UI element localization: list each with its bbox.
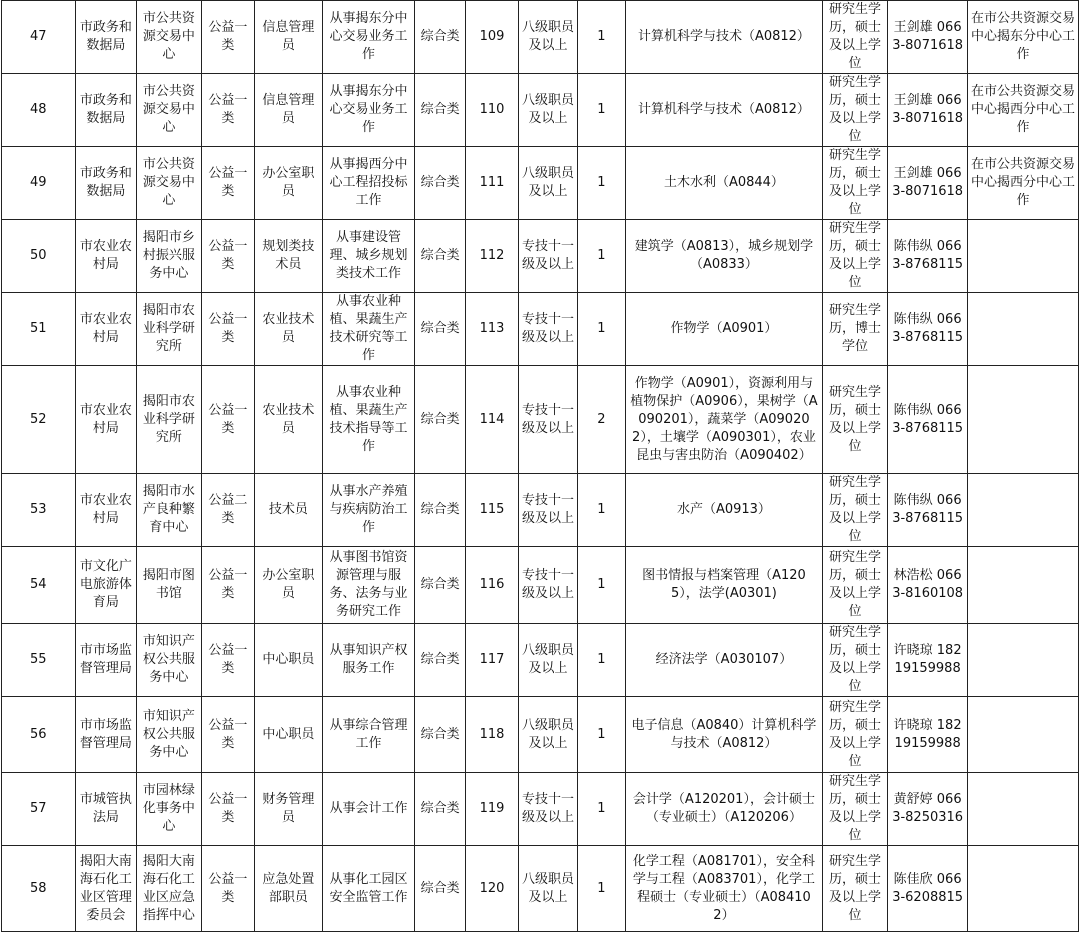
major-requirement-cell: 电子信息（A0840）计算机科学与技术（A0812）: [626, 697, 823, 773]
position-level-cell: 专技十一级及以上: [519, 293, 577, 366]
exam-category-cell: 综合类: [415, 547, 465, 624]
row-number-cell: 49: [2, 147, 76, 220]
education-requirement-cell: 研究生学历，硕士及以上学位: [822, 1, 888, 74]
education-requirement-cell: 研究生学历，硕士及以上学位: [822, 220, 888, 293]
employer-unit-cell: 揭阳大南海石化工业区应急指挥中心: [137, 846, 202, 932]
education-requirement-cell: 研究生学历，硕士及以上学位: [822, 846, 888, 932]
department-cell: 市城管执法局: [75, 773, 137, 846]
department-cell: 市政务和数据局: [75, 74, 137, 147]
exam-category-cell: 综合类: [415, 293, 465, 366]
position-code-cell: 111: [465, 147, 518, 220]
contact-info-cell: 许晓琼 18219159988: [888, 624, 968, 697]
unit-type-cell: 公益一类: [201, 366, 254, 474]
unit-type-cell: 公益一类: [201, 1, 254, 74]
remarks-cell: [967, 366, 1078, 474]
remarks-cell: [967, 220, 1078, 293]
job-duty-cell: 从事建设管理、城乡规划类技术工作: [322, 220, 415, 293]
job-duty-cell: 从事揭西分中心工程招投标工作: [322, 147, 415, 220]
exam-category-cell: 综合类: [415, 474, 465, 547]
hire-count-cell: 1: [577, 846, 625, 932]
position-level-cell: 八级职员及以上: [519, 697, 577, 773]
table-row: [2, 220, 1079, 293]
exam-category-cell: 综合类: [415, 366, 465, 474]
position-name-cell: 农业技术员: [255, 366, 323, 474]
row-number-cell: 56: [2, 697, 76, 773]
remarks-cell: [967, 773, 1078, 846]
employer-unit-cell: 市公共资源交易中心: [137, 1, 202, 74]
position-name-cell: 技术员: [255, 474, 323, 547]
position-code-cell: 110: [465, 74, 518, 147]
major-requirement-cell: 建筑学（A0813），城乡规划学（A0833）: [626, 220, 823, 293]
employer-unit-cell: 市知识产权公共服务中心: [137, 624, 202, 697]
exam-category-cell: 综合类: [415, 147, 465, 220]
contact-info-cell: 陈伟纵 0663-8768115: [888, 220, 968, 293]
major-requirement-cell: 计算机科学与技术（A0812）: [626, 74, 823, 147]
hire-count-cell: 1: [577, 147, 625, 220]
employer-unit-cell: 市公共资源交易中心: [137, 147, 202, 220]
table-row: [2, 697, 1079, 773]
department-cell: 市政务和数据局: [75, 1, 137, 74]
row-number-cell: 52: [2, 366, 76, 474]
position-name-cell: 财务管理员: [255, 773, 323, 846]
row-number-cell: 57: [2, 773, 76, 846]
contact-info-cell: 陈伟纵 0663-8768115: [888, 366, 968, 474]
exam-category-cell: 综合类: [415, 74, 465, 147]
remarks-cell: 在市公共资源交易中心揭东分中心工作: [967, 1, 1078, 74]
education-requirement-cell: 研究生学历，硕士及以上学位: [822, 474, 888, 547]
unit-type-cell: 公益一类: [201, 147, 254, 220]
hire-count-cell: 1: [577, 220, 625, 293]
unit-type-cell: 公益一类: [201, 547, 254, 624]
department-cell: 市市场监督管理局: [75, 624, 137, 697]
major-requirement-cell: 土木水利（A0844）: [626, 147, 823, 220]
position-name-cell: 中心职员: [255, 624, 323, 697]
education-requirement-cell: 研究生学历，硕士及以上学位: [822, 547, 888, 624]
job-duty-cell: 从事会计工作: [322, 773, 415, 846]
job-duty-cell: 从事知识产权服务工作: [322, 624, 415, 697]
position-level-cell: 专技十一级及以上: [519, 220, 577, 293]
education-requirement-cell: 研究生学历，硕士及以上学位: [822, 697, 888, 773]
position-name-cell: 信息管理员: [255, 1, 323, 74]
department-cell: 市市场监督管理局: [75, 697, 137, 773]
job-duty-cell: 从事水产养殖与疾病防治工作: [322, 474, 415, 547]
table-row: [2, 74, 1079, 147]
department-cell: 市农业农村局: [75, 220, 137, 293]
major-requirement-cell: 水产（A0913）: [626, 474, 823, 547]
employer-unit-cell: 揭阳市乡村振兴服务中心: [137, 220, 202, 293]
hire-count-cell: 2: [577, 366, 625, 474]
row-number-cell: 53: [2, 474, 76, 547]
education-requirement-cell: 研究生学历，硕士及以上学位: [822, 624, 888, 697]
unit-type-cell: 公益一类: [201, 220, 254, 293]
position-code-cell: 113: [465, 293, 518, 366]
table-row: [2, 474, 1079, 547]
education-requirement-cell: 研究生学历，硕士及以上学位: [822, 147, 888, 220]
unit-type-cell: 公益二类: [201, 474, 254, 547]
employer-unit-cell: 市知识产权公共服务中心: [137, 697, 202, 773]
remarks-cell: [967, 697, 1078, 773]
table-row: [2, 547, 1079, 624]
job-duty-cell: 从事揭东分中心交易业务工作: [322, 74, 415, 147]
department-cell: 揭阳大南海石化工业区管理委员会: [75, 846, 137, 932]
position-name-cell: 应急处置部职员: [255, 846, 323, 932]
row-number-cell: 55: [2, 624, 76, 697]
unit-type-cell: 公益一类: [201, 697, 254, 773]
remarks-cell: 在市公共资源交易中心揭西分中心工作: [967, 74, 1078, 147]
major-requirement-cell: 作物学（A0901），资源利用与植物保护（A0906），果树学（A090201），蔬菜学（A090202），土壤学（A090301），农业昆虫与害虫防治（A090402）: [626, 366, 823, 474]
position-name-cell: 中心职员: [255, 697, 323, 773]
position-level-cell: 八级职员及以上: [519, 74, 577, 147]
unit-type-cell: 公益一类: [201, 773, 254, 846]
major-requirement-cell: 图书情报与档案管理（A1205），法学(A0301): [626, 547, 823, 624]
position-code-cell: 118: [465, 697, 518, 773]
contact-info-cell: 王剑雄 0663-8071618: [888, 74, 968, 147]
education-requirement-cell: 研究生学历，硕士及以上学位: [822, 773, 888, 846]
table-row: [2, 624, 1079, 697]
position-level-cell: 专技十一级及以上: [519, 547, 577, 624]
major-requirement-cell: 经济法学（A030107）: [626, 624, 823, 697]
contact-info-cell: 陈伟纵 0663-8768115: [888, 474, 968, 547]
exam-category-cell: 综合类: [415, 773, 465, 846]
exam-category-cell: 综合类: [415, 846, 465, 932]
unit-type-cell: 公益一类: [201, 293, 254, 366]
unit-type-cell: 公益一类: [201, 624, 254, 697]
major-requirement-cell: 计算机科学与技术（A0812）: [626, 1, 823, 74]
education-requirement-cell: 研究生学历，博士学位: [822, 293, 888, 366]
position-code-cell: 119: [465, 773, 518, 846]
department-cell: 市农业农村局: [75, 474, 137, 547]
position-code-cell: 115: [465, 474, 518, 547]
position-level-cell: 八级职员及以上: [519, 624, 577, 697]
table-row: [2, 846, 1079, 932]
exam-category-cell: 综合类: [415, 624, 465, 697]
position-code-cell: 120: [465, 846, 518, 932]
hire-count-cell: 1: [577, 547, 625, 624]
hire-count-cell: 1: [577, 1, 625, 74]
row-number-cell: 51: [2, 293, 76, 366]
contact-info-cell: 陈伟纵 0663-8768115: [888, 293, 968, 366]
job-duty-cell: 从事综合管理工作: [322, 697, 415, 773]
unit-type-cell: 公益一类: [201, 74, 254, 147]
position-code-cell: 114: [465, 366, 518, 474]
job-duty-cell: 从事图书馆资源管理与服务、法务与业务研究工作: [322, 547, 415, 624]
position-level-cell: 八级职员及以上: [519, 147, 577, 220]
major-requirement-cell: 作物学（A0901）: [626, 293, 823, 366]
hire-count-cell: 1: [577, 293, 625, 366]
table-row: [2, 1, 1079, 74]
position-name-cell: 信息管理员: [255, 74, 323, 147]
table-row: [2, 773, 1079, 846]
exam-category-cell: 综合类: [415, 1, 465, 74]
contact-info-cell: 黄舒婷 0663-8250316: [888, 773, 968, 846]
position-name-cell: 规划类技术员: [255, 220, 323, 293]
row-number-cell: 54: [2, 547, 76, 624]
position-name-cell: 办公室职员: [255, 547, 323, 624]
remarks-cell: [967, 547, 1078, 624]
recruitment-table: [1, 0, 1079, 932]
table-row: [2, 293, 1079, 366]
unit-type-cell: 公益一类: [201, 846, 254, 932]
exam-category-cell: 综合类: [415, 220, 465, 293]
department-cell: 市农业农村局: [75, 293, 137, 366]
position-name-cell: 办公室职员: [255, 147, 323, 220]
contact-info-cell: 许晓琼 18219159988: [888, 697, 968, 773]
position-code-cell: 117: [465, 624, 518, 697]
position-name-cell: 农业技术员: [255, 293, 323, 366]
row-number-cell: 50: [2, 220, 76, 293]
employer-unit-cell: 市园林绿化事务中心: [137, 773, 202, 846]
position-level-cell: 专技十一级及以上: [519, 773, 577, 846]
position-level-cell: 专技十一级及以上: [519, 474, 577, 547]
hire-count-cell: 1: [577, 697, 625, 773]
major-requirement-cell: 会计学（A120201），会计硕士（专业硕士）（A120206）: [626, 773, 823, 846]
remarks-cell: [967, 474, 1078, 547]
education-requirement-cell: 研究生学历，硕士及以上学位: [822, 366, 888, 474]
contact-info-cell: 王剑雄 0663-8071618: [888, 1, 968, 74]
employer-unit-cell: 市公共资源交易中心: [137, 74, 202, 147]
hire-count-cell: 1: [577, 624, 625, 697]
department-cell: 市文化广电旅游体育局: [75, 547, 137, 624]
hire-count-cell: 1: [577, 474, 625, 547]
education-requirement-cell: 研究生学历，硕士及以上学位: [822, 74, 888, 147]
contact-info-cell: 陈佳欣 0663-6208815: [888, 846, 968, 932]
contact-info-cell: 林浩松 0663-8160108: [888, 547, 968, 624]
position-code-cell: 116: [465, 547, 518, 624]
hire-count-cell: 1: [577, 74, 625, 147]
remarks-cell: [967, 624, 1078, 697]
exam-category-cell: 综合类: [415, 697, 465, 773]
employer-unit-cell: 揭阳市农业科学研究所: [137, 366, 202, 474]
remarks-cell: [967, 293, 1078, 366]
position-level-cell: 八级职员及以上: [519, 1, 577, 74]
position-code-cell: 109: [465, 1, 518, 74]
row-number-cell: 58: [2, 846, 76, 932]
remarks-cell: [967, 846, 1078, 932]
table-row: [2, 147, 1079, 220]
employer-unit-cell: 揭阳市图书馆: [137, 547, 202, 624]
hire-count-cell: 1: [577, 773, 625, 846]
department-cell: 市政务和数据局: [75, 147, 137, 220]
major-requirement-cell: 化学工程（A081701），安全科学与工程（A083701），化学工程硕士（专业硕士）（A084102）: [626, 846, 823, 932]
job-duty-cell: 从事农业种植、果蔬生产技术研究等工作: [322, 293, 415, 366]
row-number-cell: 48: [2, 74, 76, 147]
job-duty-cell: 从事揭东分中心交易业务工作: [322, 1, 415, 74]
position-level-cell: 八级职员及以上: [519, 846, 577, 932]
job-duty-cell: 从事农业种植、果蔬生产技术指导等工作: [322, 366, 415, 474]
job-duty-cell: 从事化工园区安全监管工作: [322, 846, 415, 932]
table-row: [2, 366, 1079, 474]
employer-unit-cell: 揭阳市水产良种繁育中心: [137, 474, 202, 547]
contact-info-cell: 王剑雄 0663-8071618: [888, 147, 968, 220]
remarks-cell: 在市公共资源交易中心揭西分中心工作: [967, 147, 1078, 220]
position-code-cell: 112: [465, 220, 518, 293]
row-number-cell: 47: [2, 1, 76, 74]
position-level-cell: 专技十一级及以上: [519, 366, 577, 474]
department-cell: 市农业农村局: [75, 366, 137, 474]
employer-unit-cell: 揭阳市农业科学研究所: [137, 293, 202, 366]
